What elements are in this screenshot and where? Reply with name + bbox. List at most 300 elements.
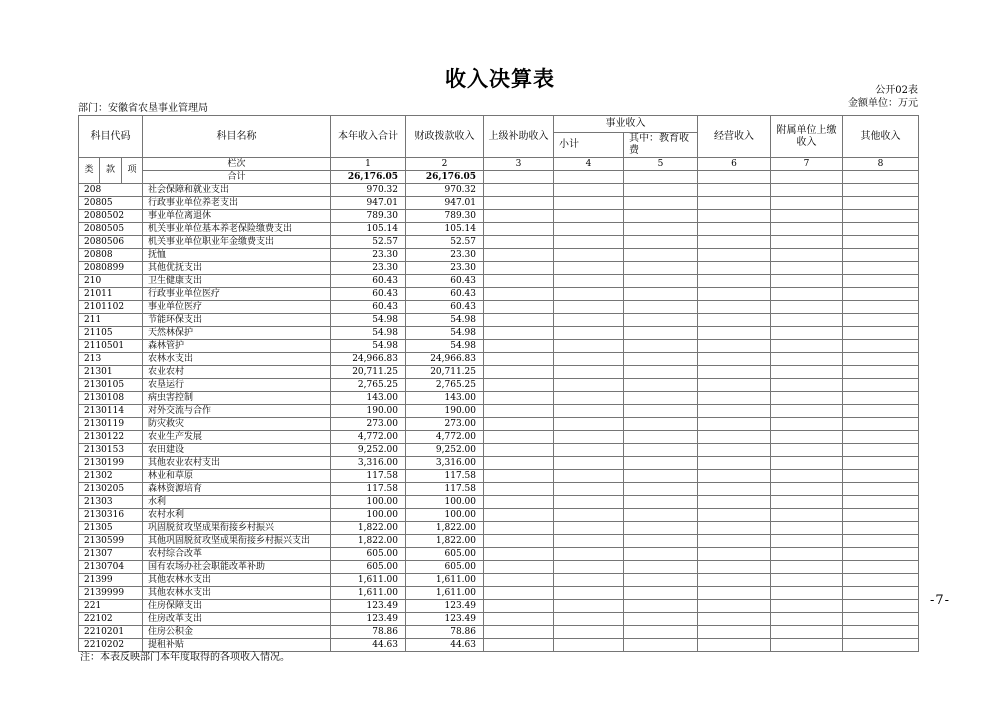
cell-empty — [698, 353, 771, 366]
cell-subject-code: 21011 — [79, 288, 143, 301]
cell-empty — [698, 288, 771, 301]
cell-this-year-total: 60.43 — [331, 288, 406, 301]
cell-this-year-total: 23.30 — [331, 262, 406, 275]
total-empty-cell — [484, 171, 554, 184]
table-row — [79, 288, 919, 301]
cell-fiscal-grant: 1,611.00 — [406, 574, 484, 587]
cell-empty — [698, 366, 771, 379]
header-subject-code: 科目代码 — [79, 116, 143, 158]
cell-subject-name: 森林资源培育 — [143, 483, 331, 496]
cell-empty — [624, 613, 698, 626]
cell-this-year-total: 4,772.00 — [331, 431, 406, 444]
cell-empty — [624, 379, 698, 392]
cell-empty — [771, 431, 843, 444]
cell-empty — [484, 405, 554, 418]
cell-subject-name: 病虫害控制 — [143, 392, 331, 405]
cell-this-year-total: 970.32 — [331, 184, 406, 197]
table-row — [79, 340, 919, 353]
header-subject-name: 科目名称 — [143, 116, 331, 158]
cell-empty — [843, 353, 919, 366]
cell-empty — [771, 288, 843, 301]
cell-this-year-total: 123.49 — [331, 613, 406, 626]
cell-this-year-total: 1,822.00 — [331, 535, 406, 548]
cell-empty — [843, 262, 919, 275]
cell-empty — [771, 314, 843, 327]
table-row — [79, 366, 919, 379]
cell-subject-code: 20805 — [79, 197, 143, 210]
cell-empty — [624, 210, 698, 223]
cell-fiscal-grant: 605.00 — [406, 548, 484, 561]
cell-empty — [484, 535, 554, 548]
cell-subject-name: 机关事业单位职业年金缴费支出 — [143, 236, 331, 249]
cell-empty — [484, 262, 554, 275]
column-number: 2 — [406, 158, 484, 171]
cell-empty — [771, 262, 843, 275]
cell-subject-name: 住房改革支出 — [143, 613, 331, 626]
cell-this-year-total: 105.14 — [331, 223, 406, 236]
cell-empty — [843, 340, 919, 353]
cell-subject-name: 住房保障支出 — [143, 600, 331, 613]
cell-empty — [484, 184, 554, 197]
cell-empty — [698, 535, 771, 548]
column-number-row — [79, 158, 919, 171]
cell-empty — [484, 483, 554, 496]
table-row — [79, 535, 919, 548]
cell-subject-code: 2080505 — [79, 223, 143, 236]
cell-empty — [698, 418, 771, 431]
cell-empty — [624, 340, 698, 353]
cell-fiscal-grant: 1,822.00 — [406, 522, 484, 535]
table-row — [79, 496, 919, 509]
cell-empty — [843, 535, 919, 548]
cell-subject-code: 213 — [79, 353, 143, 366]
cell-empty — [624, 522, 698, 535]
cell-empty — [698, 184, 771, 197]
table-body — [79, 184, 919, 652]
cell-fiscal-grant: 1,611.00 — [406, 587, 484, 600]
table-row — [79, 431, 919, 444]
cell-empty — [843, 483, 919, 496]
cell-empty — [484, 431, 554, 444]
header-this-year-total: 本年收入合计 — [331, 116, 406, 158]
cell-empty — [843, 301, 919, 314]
cell-subject-name: 农村综合改革 — [143, 548, 331, 561]
cell-empty — [484, 288, 554, 301]
cell-this-year-total: 24,966.83 — [331, 353, 406, 366]
cell-this-year-total: 60.43 — [331, 275, 406, 288]
cell-empty — [843, 275, 919, 288]
cell-empty — [771, 223, 843, 236]
cell-subject-code: 2130599 — [79, 535, 143, 548]
cell-empty — [771, 600, 843, 613]
cell-empty — [554, 275, 624, 288]
cell-empty — [554, 639, 624, 652]
page-title: 收入决算表 — [445, 67, 555, 91]
cell-empty — [698, 561, 771, 574]
cell-fiscal-grant: 273.00 — [406, 418, 484, 431]
cell-empty — [698, 405, 771, 418]
column-number: 6 — [698, 158, 771, 171]
cell-empty — [771, 184, 843, 197]
cell-empty — [554, 522, 624, 535]
total-empty-cell — [843, 171, 919, 184]
cell-empty — [843, 496, 919, 509]
table-row — [79, 223, 919, 236]
table-row — [79, 457, 919, 470]
cell-empty — [843, 379, 919, 392]
cell-subject-code: 2080506 — [79, 236, 143, 249]
cell-empty — [843, 418, 919, 431]
cell-empty — [771, 301, 843, 314]
cell-this-year-total: 100.00 — [331, 496, 406, 509]
cell-empty — [624, 275, 698, 288]
cell-empty — [843, 236, 919, 249]
table-row — [79, 418, 919, 431]
cell-subject-code: 211 — [79, 314, 143, 327]
cell-subject-code: 2080502 — [79, 210, 143, 223]
cell-subject-name: 农村水利 — [143, 509, 331, 522]
cell-empty — [698, 509, 771, 522]
cell-empty — [554, 626, 624, 639]
cell-subject-code: 21399 — [79, 574, 143, 587]
amount-unit-label: 金额单位：万元 — [848, 98, 918, 109]
cell-empty — [698, 392, 771, 405]
cell-fiscal-grant: 54.98 — [406, 314, 484, 327]
cell-empty — [554, 236, 624, 249]
cell-subject-code: 2130316 — [79, 509, 143, 522]
header-row-1 — [79, 116, 919, 133]
cell-empty — [698, 639, 771, 652]
cell-subject-name: 事业单位医疗 — [143, 301, 331, 314]
cell-empty — [484, 600, 554, 613]
cell-subject-name: 抚恤 — [143, 249, 331, 262]
cell-empty — [484, 301, 554, 314]
total-label: 合计 — [143, 171, 331, 184]
cell-empty — [771, 366, 843, 379]
income-table — [78, 115, 919, 652]
cell-fiscal-grant: 54.98 — [406, 340, 484, 353]
cell-empty — [843, 392, 919, 405]
table-row — [79, 587, 919, 600]
cell-empty — [624, 405, 698, 418]
cell-this-year-total: 605.00 — [331, 548, 406, 561]
cell-empty — [554, 509, 624, 522]
cell-subject-name: 行政事业单位养老支出 — [143, 197, 331, 210]
cell-empty — [843, 522, 919, 535]
meta-right — [848, 84, 918, 110]
cell-fiscal-grant: 143.00 — [406, 392, 484, 405]
cell-fiscal-grant: 190.00 — [406, 405, 484, 418]
cell-empty — [484, 366, 554, 379]
cell-empty — [624, 392, 698, 405]
cell-empty — [624, 236, 698, 249]
cell-empty — [698, 470, 771, 483]
cell-fiscal-grant: 60.43 — [406, 275, 484, 288]
column-row-label: 栏次 — [143, 158, 331, 171]
table-row — [79, 249, 919, 262]
cell-empty — [843, 444, 919, 457]
cell-empty — [771, 574, 843, 587]
cell-empty — [698, 444, 771, 457]
cell-fiscal-grant: 105.14 — [406, 223, 484, 236]
cell-empty — [698, 223, 771, 236]
cell-empty — [624, 574, 698, 587]
cell-empty — [554, 613, 624, 626]
cell-empty — [624, 548, 698, 561]
cell-this-year-total: 1,611.00 — [331, 574, 406, 587]
cell-empty — [698, 483, 771, 496]
cell-empty — [624, 535, 698, 548]
cell-this-year-total: 23.30 — [331, 249, 406, 262]
cell-fiscal-grant: 117.58 — [406, 483, 484, 496]
cell-empty — [624, 418, 698, 431]
cell-empty — [624, 262, 698, 275]
cell-empty — [624, 600, 698, 613]
cell-empty — [698, 262, 771, 275]
cell-subject-code: 2110501 — [79, 340, 143, 353]
cell-this-year-total: 947.01 — [331, 197, 406, 210]
cell-empty — [484, 353, 554, 366]
cell-subject-name: 社会保障和就业支出 — [143, 184, 331, 197]
cell-subject-code: 2130105 — [79, 379, 143, 392]
cell-empty — [484, 210, 554, 223]
cell-subject-code: 2130205 — [79, 483, 143, 496]
cell-this-year-total: 54.98 — [331, 327, 406, 340]
cell-empty — [484, 613, 554, 626]
cell-subject-code: 221 — [79, 600, 143, 613]
cell-empty — [698, 314, 771, 327]
cell-fiscal-grant: 100.00 — [406, 496, 484, 509]
cell-empty — [484, 457, 554, 470]
cell-empty — [771, 483, 843, 496]
cell-empty — [484, 392, 554, 405]
cell-empty — [484, 249, 554, 262]
cell-subject-code: 2130153 — [79, 444, 143, 457]
cell-this-year-total: 1,822.00 — [331, 522, 406, 535]
cell-subject-name: 防灾救灾 — [143, 418, 331, 431]
cell-empty — [484, 574, 554, 587]
cell-subject-code: 20808 — [79, 249, 143, 262]
cell-subject-name: 农业生产发展 — [143, 431, 331, 444]
header-superior-subsidy: 上级补助收入 — [484, 116, 554, 158]
table-row — [79, 574, 919, 587]
cell-this-year-total: 605.00 — [331, 561, 406, 574]
cell-fiscal-grant: 2,765.25 — [406, 379, 484, 392]
cell-subject-name: 对外交流与合作 — [143, 405, 331, 418]
table-row — [79, 275, 919, 288]
cell-empty — [624, 301, 698, 314]
cell-empty — [843, 470, 919, 483]
header-affiliated-unit: 附属单位上缴收入 — [771, 116, 843, 158]
footnote: 注：本表反映部门本年度取得的各项收入情况。 — [80, 652, 290, 663]
cell-empty — [771, 236, 843, 249]
table-row — [79, 392, 919, 405]
cell-empty — [771, 561, 843, 574]
cell-empty — [843, 587, 919, 600]
table-row — [79, 483, 919, 496]
cell-subject-code: 2130108 — [79, 392, 143, 405]
cell-empty — [554, 444, 624, 457]
cell-fiscal-grant: 123.49 — [406, 613, 484, 626]
cell-subject-name: 农业农村 — [143, 366, 331, 379]
cell-fiscal-grant: 123.49 — [406, 600, 484, 613]
cell-empty — [624, 249, 698, 262]
table-row — [79, 210, 919, 223]
cell-subject-name: 农垦运行 — [143, 379, 331, 392]
cell-empty — [484, 587, 554, 600]
cell-empty — [843, 210, 919, 223]
header-education-fee: 其中：教育收费 — [624, 133, 698, 158]
table-row — [79, 379, 919, 392]
table-code-label: 公开02表 — [875, 85, 918, 96]
cell-empty — [771, 444, 843, 457]
cell-empty — [698, 574, 771, 587]
cell-fiscal-grant: 9,252.00 — [406, 444, 484, 457]
cell-empty — [771, 548, 843, 561]
cell-empty — [554, 340, 624, 353]
table-row — [79, 262, 919, 275]
cell-subject-name: 其他巩固脱贫攻坚成果衔接乡村振兴支出 — [143, 535, 331, 548]
cell-empty — [554, 353, 624, 366]
total-fiscal-value: 26,176.05 — [406, 171, 484, 184]
cell-subject-code: 2130704 — [79, 561, 143, 574]
cell-empty — [624, 327, 698, 340]
cell-subject-name: 机关事业单位基本养老保险缴费支出 — [143, 223, 331, 236]
cell-subject-code: 2210201 — [79, 626, 143, 639]
cell-fiscal-grant: 4,772.00 — [406, 431, 484, 444]
cell-empty — [698, 613, 771, 626]
cell-empty — [771, 509, 843, 522]
cell-empty — [771, 392, 843, 405]
cell-empty — [698, 457, 771, 470]
column-number: 3 — [484, 158, 554, 171]
cell-empty — [698, 379, 771, 392]
column-number: 4 — [554, 158, 624, 171]
cell-subject-name: 水利 — [143, 496, 331, 509]
header-business-income: 事业收入 — [554, 116, 698, 133]
table-row — [79, 444, 919, 457]
header-operating-income: 经营收入 — [698, 116, 771, 158]
cell-subject-name: 住房公积金 — [143, 626, 331, 639]
table-row — [79, 314, 919, 327]
cell-subject-code: 210 — [79, 275, 143, 288]
cell-empty — [554, 210, 624, 223]
cell-empty — [843, 613, 919, 626]
cell-empty — [484, 197, 554, 210]
cell-empty — [843, 314, 919, 327]
cell-empty — [484, 418, 554, 431]
cell-empty — [698, 587, 771, 600]
cell-fiscal-grant: 24,966.83 — [406, 353, 484, 366]
cell-fiscal-grant: 3,316.00 — [406, 457, 484, 470]
cell-empty — [771, 613, 843, 626]
cell-empty — [484, 275, 554, 288]
cell-fiscal-grant: 100.00 — [406, 509, 484, 522]
table-row — [79, 561, 919, 574]
table-row — [79, 353, 919, 366]
cell-empty — [484, 561, 554, 574]
cell-empty — [624, 496, 698, 509]
cell-empty — [624, 561, 698, 574]
cell-this-year-total: 143.00 — [331, 392, 406, 405]
cell-empty — [554, 483, 624, 496]
cell-empty — [771, 535, 843, 548]
cell-empty — [554, 184, 624, 197]
cell-empty — [484, 223, 554, 236]
cell-empty — [843, 639, 919, 652]
cell-subject-code: 2080899 — [79, 262, 143, 275]
cell-this-year-total: 2,765.25 — [331, 379, 406, 392]
cell-fiscal-grant: 23.30 — [406, 262, 484, 275]
cell-empty — [624, 288, 698, 301]
cell-this-year-total: 117.58 — [331, 470, 406, 483]
cell-empty — [698, 431, 771, 444]
cell-empty — [698, 522, 771, 535]
cell-this-year-total: 273.00 — [331, 418, 406, 431]
cell-subject-code: 21305 — [79, 522, 143, 535]
cell-empty — [624, 353, 698, 366]
cell-subject-code: 2130114 — [79, 405, 143, 418]
cell-empty — [484, 379, 554, 392]
cell-empty — [554, 249, 624, 262]
cell-empty — [484, 626, 554, 639]
cell-subject-name: 其他农林水支出 — [143, 574, 331, 587]
cell-empty — [698, 301, 771, 314]
cell-empty — [771, 379, 843, 392]
cell-empty — [554, 327, 624, 340]
cell-empty — [843, 457, 919, 470]
cell-empty — [484, 496, 554, 509]
cell-this-year-total: 789.30 — [331, 210, 406, 223]
cell-this-year-total: 3,316.00 — [331, 457, 406, 470]
cell-fiscal-grant: 54.98 — [406, 327, 484, 340]
cell-this-year-total: 9,252.00 — [331, 444, 406, 457]
cell-empty — [771, 457, 843, 470]
cell-fiscal-grant: 1,822.00 — [406, 535, 484, 548]
column-number: 5 — [624, 158, 698, 171]
cell-empty — [484, 548, 554, 561]
cell-subject-name: 行政事业单位医疗 — [143, 288, 331, 301]
cell-empty — [843, 223, 919, 236]
cell-empty — [554, 288, 624, 301]
cell-empty — [554, 587, 624, 600]
cell-empty — [698, 327, 771, 340]
cell-empty — [554, 496, 624, 509]
cell-empty — [484, 639, 554, 652]
table-row — [79, 470, 919, 483]
cell-empty — [843, 600, 919, 613]
cell-empty — [698, 496, 771, 509]
cell-this-year-total: 190.00 — [331, 405, 406, 418]
cell-empty — [843, 184, 919, 197]
cell-empty — [554, 574, 624, 587]
department-label: 部门：安徽省农垦事业管理局 — [78, 103, 208, 114]
header-code-section: 款 — [100, 158, 122, 184]
cell-subject-code: 22102 — [79, 613, 143, 626]
cell-empty — [554, 314, 624, 327]
total-empty-cell — [698, 171, 771, 184]
cell-empty — [771, 587, 843, 600]
cell-fiscal-grant: 60.43 — [406, 288, 484, 301]
table-row — [79, 613, 919, 626]
total-empty-cell — [554, 171, 624, 184]
cell-empty — [554, 418, 624, 431]
header-other-income: 其他收入 — [843, 116, 919, 158]
cell-empty — [554, 366, 624, 379]
cell-empty — [771, 522, 843, 535]
cell-empty — [624, 184, 698, 197]
cell-empty — [484, 509, 554, 522]
